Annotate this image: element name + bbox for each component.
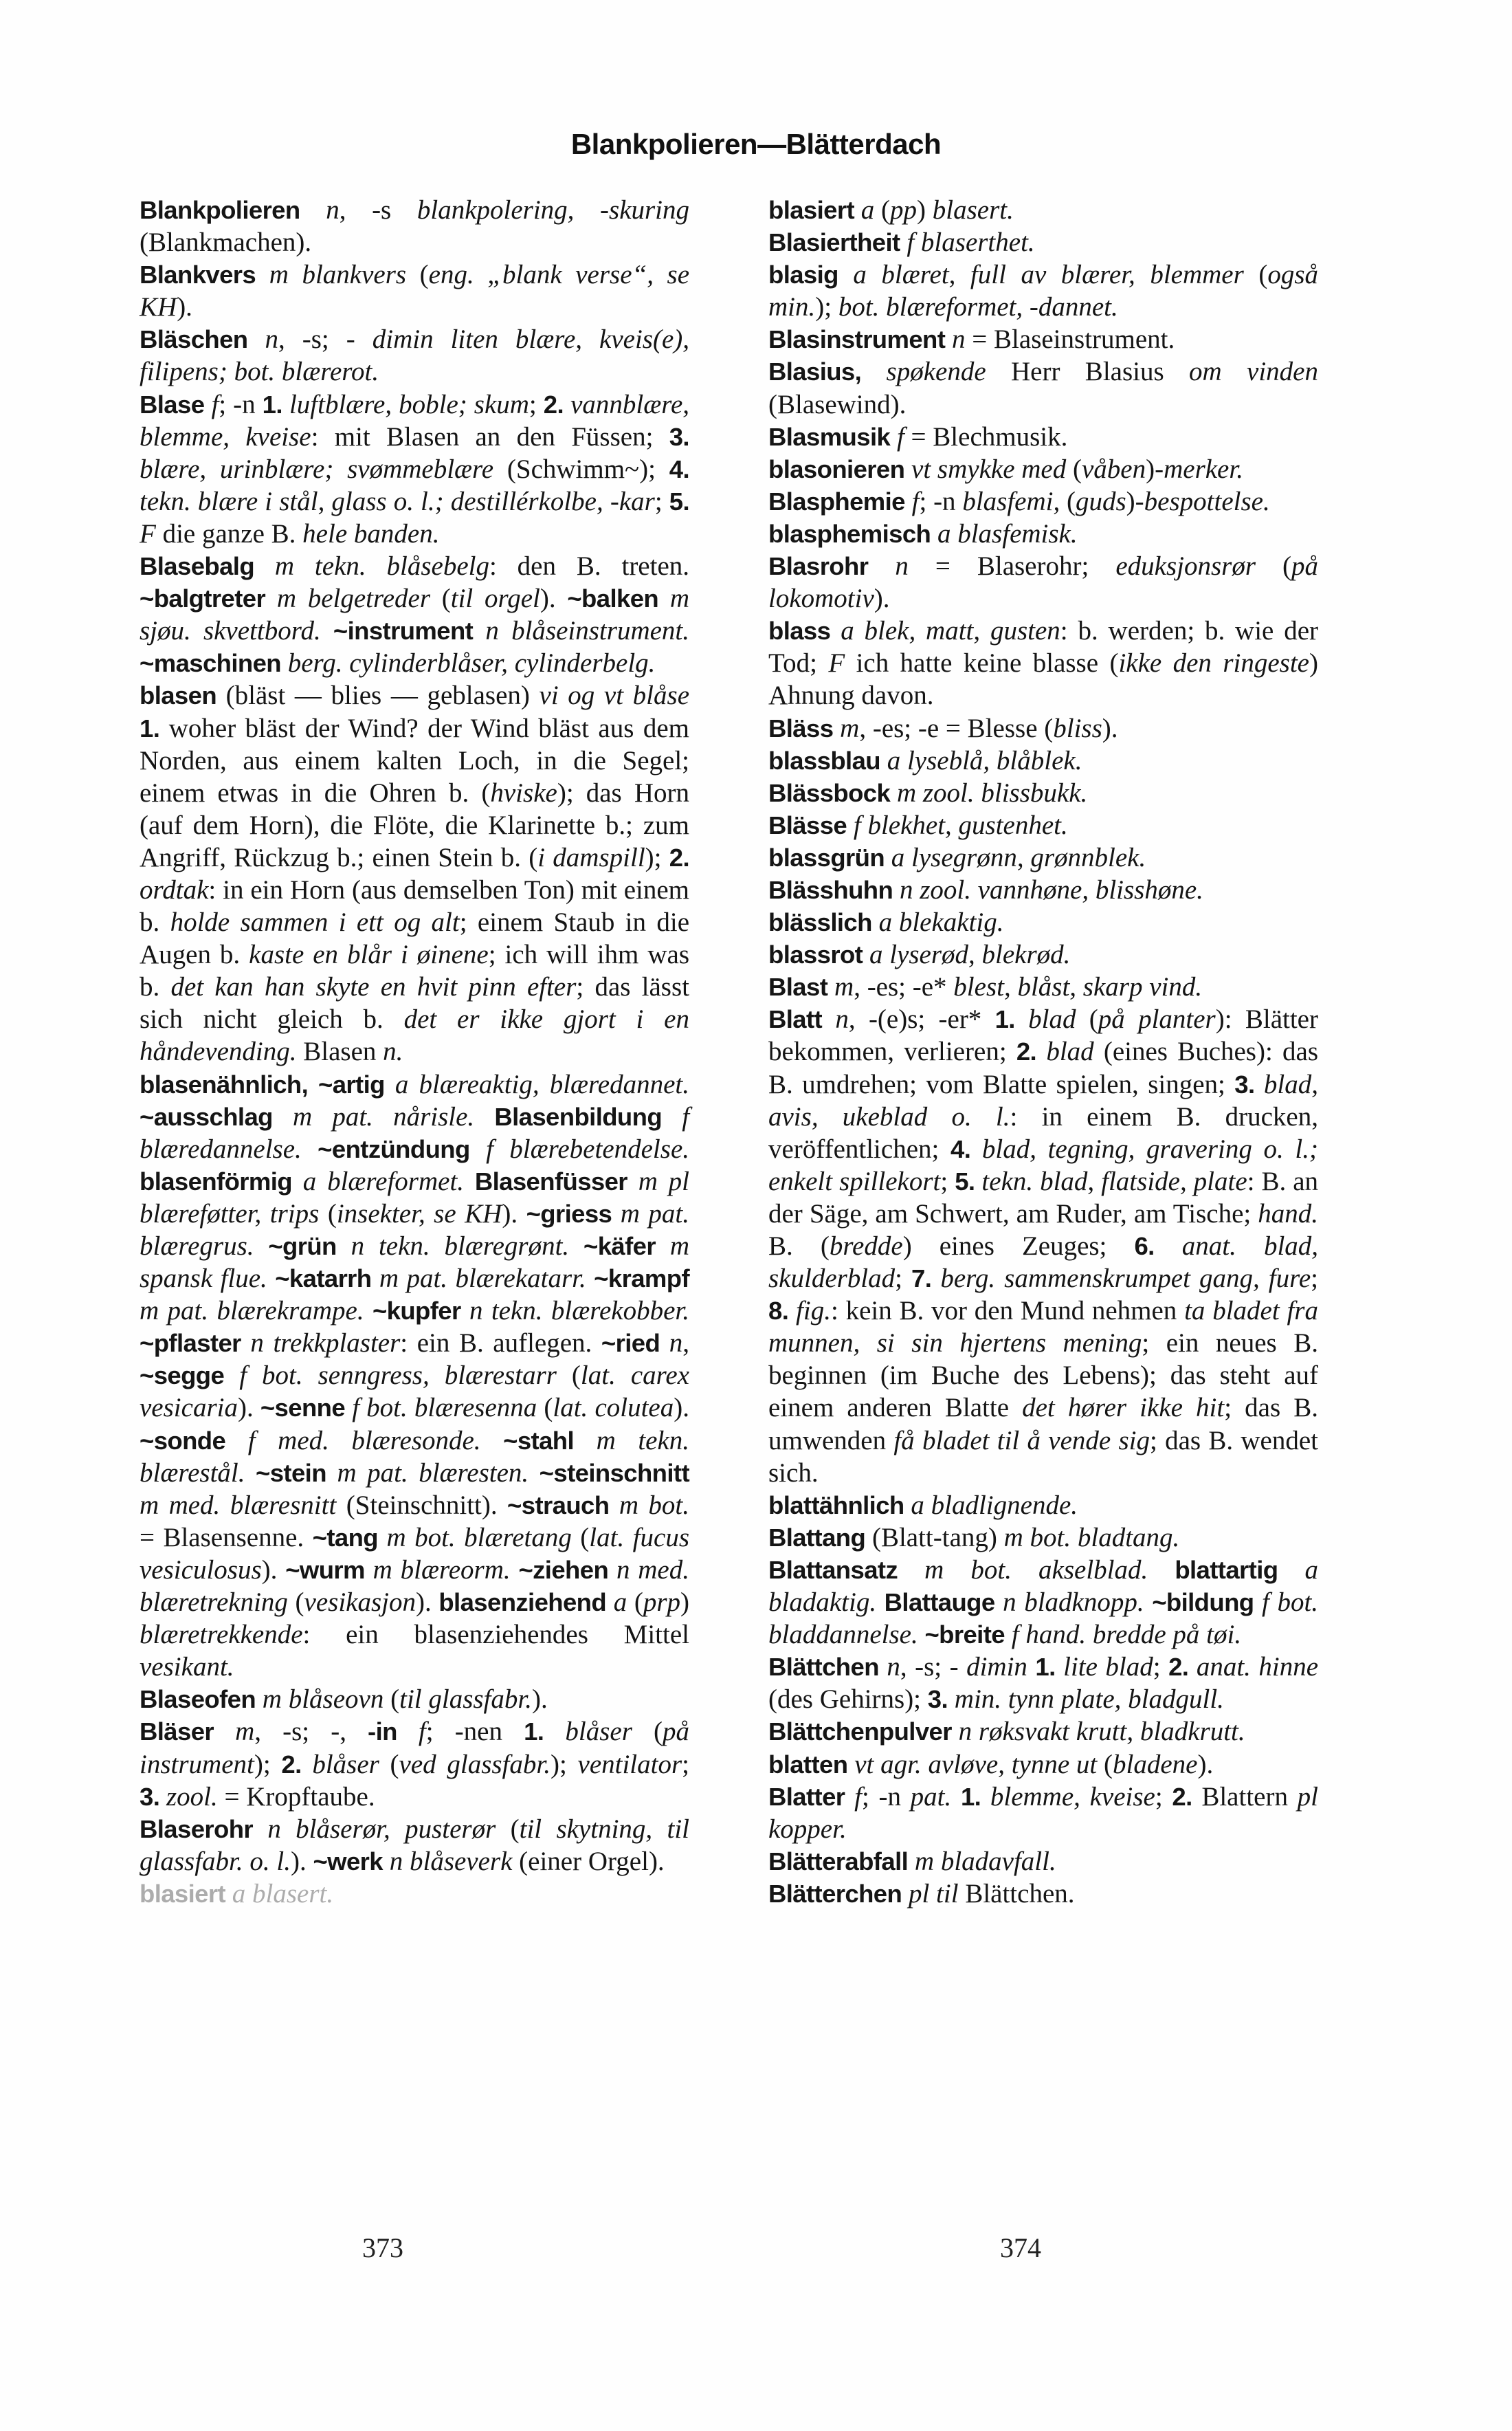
page-number-right: 374 (1000, 2232, 1041, 2263)
dictionary-entry: blässlich a blekaktig. (768, 908, 1004, 938)
dictionary-entry: blasonieren vt smykke med (våben)-merker. (768, 454, 1243, 484)
dictionary-entry: blass a blek, matt, gusten: b. werden; b. wie der Tod; F ich hatte keine blasse (ikke den ringeste) Ahnung davon. (768, 616, 1318, 711)
dictionary-entry: Blatt n, -(e)s; -er* 1. blad (på planter): Blätter bekommen, verlieren; 2. blad (eines Buches): das B. umdrehen; vom Blatte spielen, singen; 3. blad, avis, ukeblad o. l.: in einem B. drucken, veröffentlichen; 4. blad, tegning, gravering o. l.; enkelt spillekort; 5. tekn. blad, flatside, plate: B. an der Säge, am Schwert, am Ruder, am Tische; hand. B. (bredde) eines Zeuges; 6. anat. blad, skulderblad; 7. berg. sammenskrumpet gang, fure; 8. fig.: kein B. vor den Mund nehmen ta bladet fra munnen, si sin hjertens mening; ein neues B. beginnen (im Buche des Lebens); das steht auf einem anderen Blatte det hører ikke hit; das B. umwenden få bladet til å vende sig; das B. wendet sich. (768, 1004, 1319, 1488)
dictionary-entry: blassrot a lyserød, blekrød. (768, 940, 1071, 970)
dictionary-entry: blassgrün a lysegrønn, grønnblek. (768, 842, 1146, 872)
dictionary-entry: blassblau a lyseblå, blåblek. (768, 745, 1082, 776)
dictionary-entry: Bläss m, -es; -e = Blesse (bliss). (768, 713, 1118, 743)
page-number-left: 373 (362, 2232, 403, 2263)
dictionary-entry-faded: blasiert a blasert. (140, 1878, 334, 1908)
dictionary-entry: Blässhuhn n zool. vannhøne, blisshøne. (768, 874, 1203, 905)
dictionary-entry: Blättchenpulver n røksvakt krutt, bladkrutt. (768, 1717, 1245, 1747)
dictionary-entry: Blässbock m zool. blissbukk. (768, 778, 1088, 808)
dictionary-entry: Blattansatz m bot. akselblad. blattartig a bladaktig. Blattauge n bladknopp. ~bildung f bot. bladdannelse. ~breite f hand. bredde på tøi. (768, 1554, 1319, 1650)
dictionary-entry: Blasius, spøkende Herr Blasius om vinden (Blasewind). (768, 357, 1318, 419)
page-header: Blankpolieren—Blätterdach (570, 128, 942, 160)
dictionary-entry: blasphemisch a blasfemisk. (768, 518, 1078, 549)
dictionary-entry: Blasmusik f = Blechmusik. (768, 421, 1068, 452)
dictionary-entry: Blatter f; -n pat. 1. blemme, kveise; 2. Blattern pl kopper. (768, 1781, 1318, 1844)
dictionary-entry: Blattang (Blatt-tang) m bot. bladtang. (768, 1522, 1180, 1552)
dictionary-entry: blatten vt agr. avløve, tynne ut (bladene). (768, 1749, 1214, 1779)
dictionary-entry: Blasinstrument n = Blaseinstrument. (768, 324, 1175, 355)
dictionary-entry: Blasrohr n = Blaserohr; eduksjonsrør (på lokomotiv). (768, 551, 1318, 614)
dictionary-entry: Blätterchen pl til Blättchen. (768, 1878, 1075, 1908)
dictionary-entry: Blast m, -es; -e* blest, blåst, skarp vind. (768, 972, 1203, 1002)
dictionary-entry: blasenähnlich, ~artig a blæreaktig, blæredannet. ~ausschlag m pat. nårisle. Blasenbildung f blæredannelse. ~entzündung f blærebetendelse. blasenförmig a blæreformet. Blasenfüsser m pl blæreføtter, trips (insekter, se KH). ~griess m pat. blæregrus. ~grün n tekn. blæregrønt. ~käfer m spansk flue. ~katarrh m pat. blærekatarr. ~krampf m pat. blærekrampe. ~kupfer n tekn. blærekobber. ~pflaster n trekkplaster: ein B. auflegen. ~ried n, ~segge f bot. senngress, blærestarr (lat. carex vesicaria). ~senne f bot. blæresenna (lat. colutea). ~sonde f med. blæresonde. ~stahl m tekn. blærestål. ~stein m pat. blæresten. ~steinschnitt m med. blæresnitt (Steinschnitt). ~strauch m bot. = Blasensenne. ~tang m bot. blæretang (lat. fucus vesiculosus). ~wurm m blæreorm. ~ziehen n med. blæretrekning (vesikasjon). blasenziehend a (prp) blæretrekkende: ein blasenziehendes Mittel vesikant. (140, 1069, 690, 1682)
dictionary-entry: Blankpolieren n, -s blankpolering, -skuring (Blankmachen). (140, 195, 690, 258)
left-column (140, 194, 689, 1910)
dictionary-entry: Bläser m, -s; -, -in f; -nen 1. blåser (på instrument); 2. blåser (ved glassfabr.); ventilator; 3. zool. = Kropftaube. (140, 1717, 689, 1812)
dictionary-entry: Blasiertheit f blaserthet. (768, 228, 1035, 258)
dictionary-entry: blasen (bläst — blies — geblasen) vi og vt blåse 1. woher bläst der Wind? der Wind bläst aus dem Norden, aus einem kalten Loch, in die Segel; einem etwas in die Ohren b. (hviske); das Horn (auf dem Horn), die Flöte, die Klarinette b.; zum Angriff, Rückzug b.; einen Stein b. (i damspill); 2. ordtak: in ein Horn (aus demselben Ton) mit einem b. holde sammen i ett og alt; einem Staub in die Augen b. kaste en blår i øinene; ich will ihm was b. det kan han skyte en hvit pinn efter; das lässt sich nicht gleich b. det er ikke gjort i en håndevending. Blasen n. (140, 681, 689, 1067)
dictionary-entry: Blaserohr n blåserør, pusterør (til skytning, til glassfabr. o. l.). ~werk n blåseverk (einer Orgel). (140, 1814, 689, 1876)
dictionary-entry: Blasebalg m tekn. blåsebelg: den B. treten. ~balgtreter m belgetreder (til orgel). ~balken m sjøu. skvettbord. ~instrument n blåseinstrument. ~maschinen berg. cylinderblåser, cylinderbelg. (140, 551, 690, 679)
dictionary-entry: Blaseofen m blåseovn (til glassfabr.). (140, 1684, 548, 1715)
dictionary-entry: blattähnlich a bladlignende. (768, 1490, 1078, 1520)
dictionary-entry: Blasphemie f; -n blasfemi, (guds)-bespottelse. (768, 486, 1270, 516)
dictionary-entry: blasiert a (pp) blasert. (768, 195, 1014, 225)
dictionary-entry: Blässe f blekhet, gustenhet. (768, 810, 1068, 840)
dictionary-entry: blasig a blæret, full av blærer, blemmer (også min.); bot. blæreformet, -dannet. (768, 260, 1318, 322)
dictionary-entry: Bläschen n, -s; - dimin liten blære, kveis(e), filipens; bot. blærerot. (140, 324, 689, 387)
right-column (768, 194, 1318, 1910)
dictionary-entry: Blase f; -n 1. luftblære, boble; skum; 2. vannblære, blemme, kveise: mit Blasen an den Füssen; 3. blære, urinblære; svømmeblære (Schwimm~); 4. tekn. blære i stål, glass o. l.; destillérkolbe, -kar; 5. F die ganze B. hele banden. (140, 389, 690, 549)
dictionary-entry: Blankvers m blankvers (eng. „blank verse“, se KH). (140, 260, 690, 322)
dictionary-entry: Blättchen n, -s; - dimin 1. lite blad; 2. anat. hinne (des Gehirns); 3. min. tynn plate, bladgull. (768, 1652, 1319, 1715)
dictionary-entry: Blätterabfall m bladavfall. (768, 1846, 1056, 1876)
